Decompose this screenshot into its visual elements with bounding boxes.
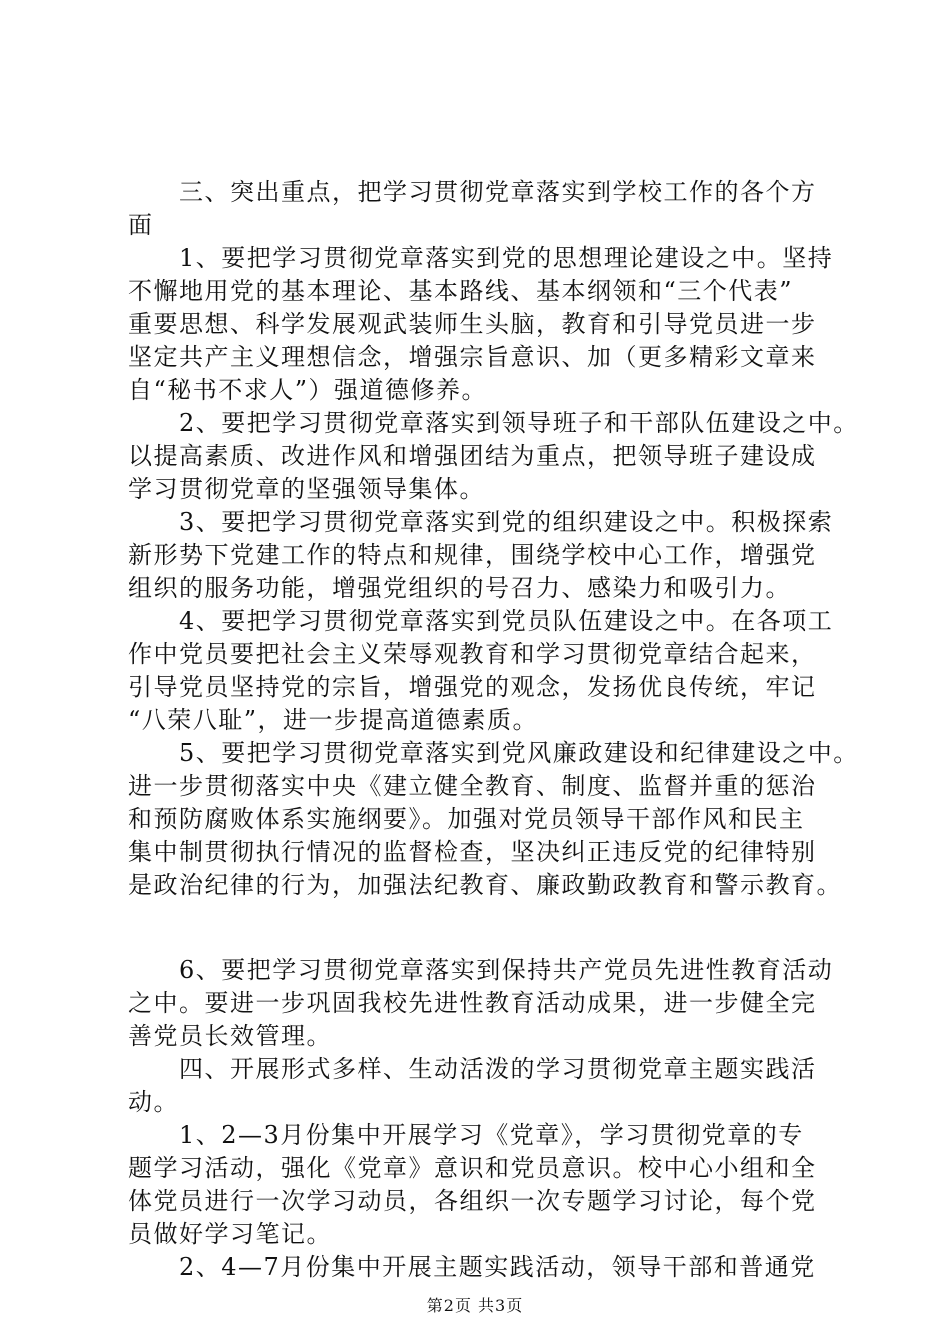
page-number-footer: 第2页 共3页 [426, 1296, 524, 1315]
text-line: 新形势下党建工作的特点和规律，围绕学校中心工作，增强党 [128, 541, 817, 569]
text-line: 4、要把学习贯彻党章落实到党员队伍建设之中。在各项工 [128, 607, 834, 635]
text-line: 善党员长效管理。 [128, 1022, 332, 1050]
document-body [128, 176, 859, 1284]
text-line: 学习贯彻党章的坚强领导集体。 [128, 475, 485, 503]
text-line: 员做好学习笔记。 [128, 1220, 332, 1248]
text-line: 3、要把学习贯彻党章落实到党的组织建设之中。积极探索 [128, 508, 834, 536]
text-line: 6、要把学习贯彻党章落实到保持共产党员先进性教育活动 [128, 956, 834, 984]
text-line: 自“秘书不求人”）强道德修养。 [128, 376, 488, 404]
text-line: 之中。要进一步巩固我校先进性教育活动成果，进一步健全完 [128, 989, 817, 1017]
text-line: 题学习活动，强化《党章》意识和党员意识。校中心小组和全 [128, 1154, 817, 1182]
text-line: 2、要把学习贯彻党章落实到领导班子和干部队伍建设之中。 [128, 409, 859, 437]
text-line: 不懈地用党的基本理论、基本路线、基本纲领和“三个代表” [128, 277, 794, 305]
text-line: 2、4—7月份集中开展主题实践活动，领导干部和普通党 [128, 1253, 816, 1281]
text-line: 三、突出重点，把学习贯彻党章落实到学校工作的各个方 [128, 178, 817, 206]
text-line: “八荣八耻”，进一步提高道德素质。 [128, 706, 539, 734]
text-line: 作中党员要把社会主义荣辱观教育和学习贯彻党章结合起来， [128, 640, 817, 668]
text-line: 重要思想、科学发展观武装师生头脑，教育和引导党员进一步 [128, 310, 817, 338]
text-line: 四、开展形式多样、生动活泼的学习贯彻党章主题实践活 [128, 1055, 817, 1083]
text-line: 1、2—3月份集中开展学习《党章》，学习贯彻党章的专 [128, 1121, 804, 1149]
text-line: 以提高素质、改进作风和增强团结为重点，把领导班子建设成 [128, 442, 817, 470]
text-line: 是政治纪律的行为，加强法纪教育、廉政勤政教育和警示教育。 [128, 871, 842, 899]
text-line: 和预防腐败体系实施纲要》。加强对党员领导干部作风和民主 [128, 805, 805, 833]
text-line: 动。 [128, 1088, 179, 1116]
text-line: 引导党员坚持党的宗旨，增强党的观念，发扬优良传统，牢记 [128, 673, 817, 701]
text-line: 进一步贯彻落实中央《建立健全教育、制度、监督并重的惩治 [128, 772, 817, 800]
text-line: 组织的服务功能，增强党组织的号召力、感染力和吸引力。 [128, 574, 791, 602]
text-line: 坚定共产主义理想信念，增强宗旨意识、加（更多精彩文章来 [128, 343, 817, 371]
text-line: 体党员进行一次学习动员，各组织一次专题学习讨论，每个党 [128, 1187, 817, 1215]
blank-line [128, 902, 848, 954]
text-line: 1、要把学习贯彻党章落实到党的思想理论建设之中。坚持 [128, 244, 834, 272]
text-line: 集中制贯彻执行情况的监督检查，坚决纠正违反党的纪律特别 [128, 838, 817, 866]
text-line: 面 [128, 211, 154, 239]
text-line: 5、要把学习贯彻党章落实到党风廉政建设和纪律建设之中。 [128, 739, 859, 767]
